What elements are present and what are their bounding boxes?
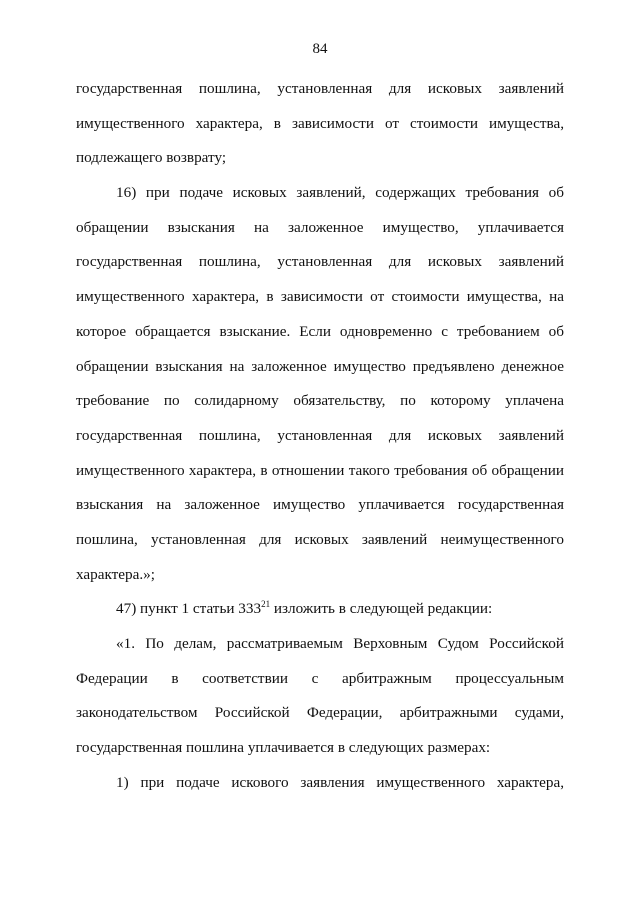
text-line: государственная пошлина уплачивается в следующих размерах: <box>76 739 491 757</box>
text-line: государственная пошлина, установленная для исковых заявлений <box>76 426 564 444</box>
page-number: 84 <box>312 41 328 57</box>
text-line-end: изложить в следующей редакции: <box>270 600 493 618</box>
body-text <box>76 79 564 807</box>
text-line: требование по солидарному обязательству, по которому уплачена <box>76 392 564 410</box>
text-line-start: 47) пункт 1 статьи 333 <box>116 600 262 618</box>
text-line: взыскания на заложенное имущество уплачивается государственная <box>76 496 564 514</box>
text-line: характера.»; <box>76 565 155 583</box>
text-line: законодательством Российской Федерации, арбитражными судами, <box>76 704 564 722</box>
text-line: которое обращается взыскание. Если одновременно с требованием об <box>76 322 564 340</box>
text-line: государственная пошлина, установленная для исковых заявлений <box>76 80 564 97</box>
text-line: обращении взыскания на заложенное имущество предъявлено денежное <box>76 357 564 375</box>
text-line: «1. По делам, рассматриваемым Верховным Судом Российской <box>116 635 564 652</box>
text-line: государственная пошлина, установленная для исковых заявлений <box>76 253 564 271</box>
text-line <box>76 599 564 634</box>
text-line: имущественного характера, в зависимости от стоимости имущества, на <box>76 288 564 306</box>
text-line: пошлина, установленная для исковых заявлений неимущественного <box>76 530 564 548</box>
article-superscript: 21 <box>261 599 271 610</box>
text-line: 16) при подаче исковых заявлений, содержащих требования об <box>116 184 564 202</box>
text-line: 1) при подаче искового заявления имущественного характера, <box>116 773 564 791</box>
text-line: обращении взыскания на заложенное имущество, уплачивается <box>76 218 564 236</box>
text-line: имущественного характера, в зависимости от стоимости имущества, <box>76 114 564 132</box>
text-line: имущественного характера, в отношении такого требования об обращении <box>76 461 564 479</box>
text-line: Федерации в соответствии с арбитражным процессуальным <box>76 669 564 687</box>
text-line: подлежащего возврату; <box>76 149 227 167</box>
